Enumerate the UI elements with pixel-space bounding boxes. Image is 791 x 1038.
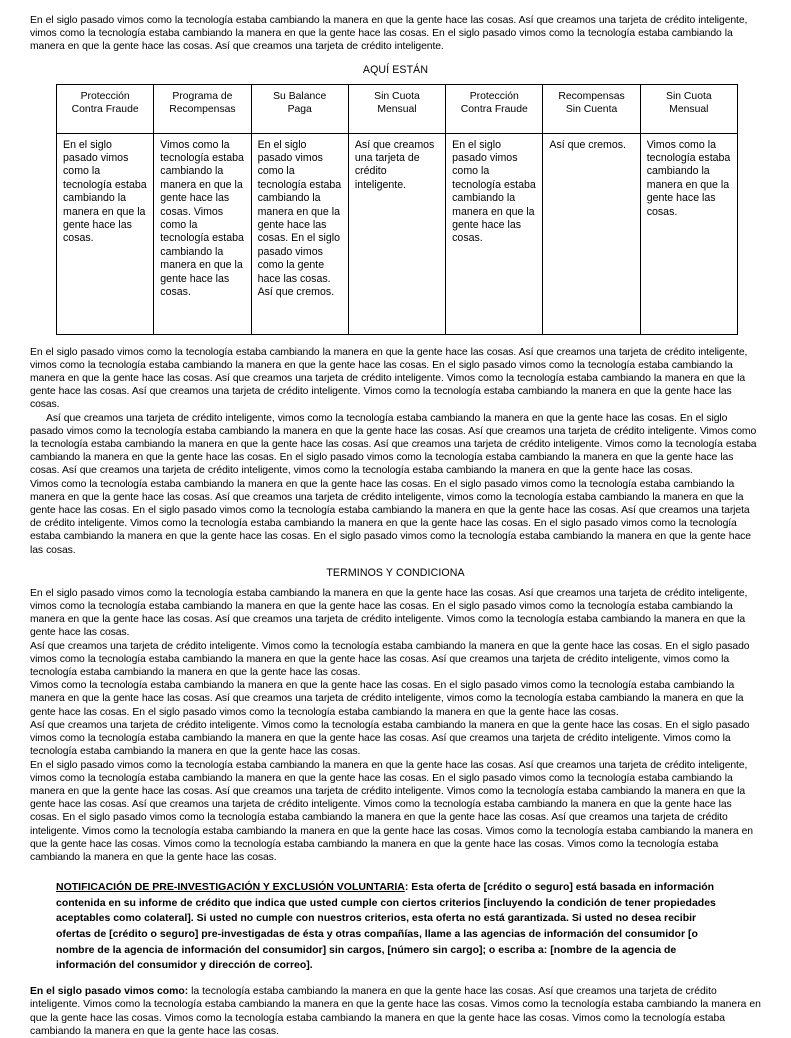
closing-rest: la tecnología estaba cambiando la manera en que la gente hace las cosas. Así que creamos una tarjeta de crédito inteligente. Vimos como la tecnología estaba cambiando la manera en que la gente hace las cosas. Vimos como la tecnología estaba cambiando la manera en que la gente hace las cosas. Vimos como la tecnología estaba cambiando la manera en que la gente hace las cosas. Vimos como la tecnología estaba cambiando la manera en que la gente hace las cosas. <box>30 985 761 1037</box>
table-header-cell-2 <box>251 84 348 133</box>
features-table-head <box>57 84 738 133</box>
table-header-cell-6 <box>640 84 737 133</box>
table-cell-2: En el siglo pasado vimos como la tecnología estaba cambiando la manera en que la gente hace las cosas. En el siglo pasado vimos como la gente hace las cosas. Así que cremos. <box>251 133 348 334</box>
header-line: Recompensas <box>169 103 236 115</box>
spacer <box>30 335 761 346</box>
header-line: Recompensas <box>558 90 625 102</box>
features-table-wrapper <box>30 84 761 335</box>
body-block-1 <box>30 346 761 557</box>
table-cell-5: Así que cremos. <box>543 133 640 334</box>
paragraph: Vimos como la tecnología estaba cambiando la manera en que la gente hace las cosas. En el siglo pasado vimos como la tecnología estaba cambiando la manera en que la gente hace las cosas. Así que creamos una tarjeta de crédito inteligente, vimos como la tecnología estaba cambiando la manera en que la gente hace las cosas. En el siglo pasado vimos como la tecnología estaba cambiando la manera en que la gente hace las cosas. <box>30 680 744 718</box>
header-line: Protección <box>80 90 130 102</box>
header-line: Paga <box>287 103 312 115</box>
notice-heading: NOTIFICACIÓN DE PRE-INVESTIGACIÓN Y EXCLUSIÓN VOLUNTARIA <box>56 881 405 894</box>
header-line: Mensual <box>377 103 417 115</box>
table-header-cell-3 <box>348 84 445 133</box>
paragraph: En el siglo pasado vimos como la tecnología estaba cambiando la manera en que la gente hace las cosas. Así que creamos una tarjeta de crédito inteligente, vimos como la tecnología estaba cambiando la manera en que la gente hace las cosas. En el siglo pasado vimos como la tecnología estaba cambiando la manera en que la gente hace las cosas. Así que creamos una tarjeta de crédito inteligente. Vimos como la tecnología estaba cambiando la manera en que la gente hace las cosas. Así que creamos una tarjeta de crédito inteligente. Vimos como la tecnología estaba cambiando la manera en que la gente hace las cosas. <box>30 346 748 411</box>
table-header-cell-0 <box>57 84 154 133</box>
paragraph: Así que creamos una tarjeta de crédito inteligente. Vimos como la tecnología estaba cambiando la manera en que la gente hace las cosas. En el siglo pasado vimos como la tecnología estaba cambiando la manera en que la gente hace las cosas. Así que creamos una tarjeta de crédito inteligente. Vimos como la tecnología estaba cambiando la manera en que la gente hace las cosas. <box>30 719 750 758</box>
notice-body: : Esta oferta de [crédito o seguro] está basada en información contenida en su informe de crédito que indica que usted cumple con ciertos criterios [incluyendo la condición de tener propiedades aceptables como colateral]. Si usted no cumple con nuestros criterios, esta oferta no está garantizada. Si usted no desea recibir ofertas de [crédito o seguro] pre-investigadas de ésta y otras compañías, llame a las agencias de información del consumidor [o nombre de la agencia de información del consumidor] sin cargos, [número sin cargo]; o escriba a: [nombre de la agencia de información del consumidor y dirección de correo]. <box>56 881 716 972</box>
closing-paragraph <box>30 985 761 1038</box>
header-line: Mensual <box>669 103 709 115</box>
paragraph: Así que creamos una tarjeta de crédito inteligente. Vimos como la tecnología estaba cambiando la manera en que la gente hace las cosas. En el siglo pasado vimos como la tecnología estaba cambiando la manera en que la gente hace las cosas. Así que creamos una tarjeta de crédito inteligente, vimos como la tecnología estaba cambiando la manera en que la gente hace las cosas. <box>30 640 750 679</box>
header-line: Protección <box>469 90 519 102</box>
table-header-cell-5 <box>543 84 640 133</box>
header-line: Sin Cuota <box>374 90 420 102</box>
table-header-cell-1 <box>154 84 251 133</box>
header-line: Contra Fraude <box>71 103 139 115</box>
closing-bold-lead: En el siglo pasado vimos como: <box>30 985 189 997</box>
table-header-cell-4 <box>446 84 543 133</box>
features-table <box>56 84 738 335</box>
paragraph: Así que creamos una tarjeta de crédito inteligente, vimos como la tecnología estaba cambiando la manera en que la gente hace las cosas. En el siglo pasado vimos como la tecnología estaba cambiando la manera en que la gente hace las cosas. Así que creamos una tarjeta de crédito inteligente. Vimos como la tecnología estaba cambiando la manera en que la gente hace las cosas. Así que creamos una tarjeta de crédito inteligente. Vimos como la tecnología estaba cambiando la manera en que la gente hace las cosas. En el siglo pasado vimos como la tecnología estaba cambiando la manera en que la gente hace las cosas. Así que creamos una tarjeta de crédito inteligente, vimos como la tecnología estaba cambiando la manera en que la gente hace las cosas. <box>30 412 757 477</box>
table-cell-6: Vimos como la tecnología estaba cambiando la manera en que la gente hace las cosas. <box>640 133 737 334</box>
header-line: Programa de <box>172 90 233 102</box>
table-row <box>57 133 738 334</box>
prescreen-notice <box>30 880 761 974</box>
header-line: Sin Cuota <box>666 90 712 102</box>
table-cell-3: Así que creamos una tarjeta de crédito inteligente. <box>348 133 445 334</box>
paragraph: En el siglo pasado vimos como la tecnología estaba cambiando la manera en que la gente hace las cosas. Así que creamos una tarjeta de crédito inteligente, vimos como la tecnología estaba cambiando la manera en que la gente hace las cosas. En el siglo pasado vimos como la tecnología estaba cambiando la manera en que la gente hace las cosas. Así que creamos una tarjeta de crédito inteligente. Vimos como la tecnología estaba cambiando la manera en que la gente hace las cosas. <box>30 587 748 639</box>
paragraph: En el siglo pasado vimos como la tecnología estaba cambiando la manera en que la gente hace las cosas. Así que creamos una tarjeta de crédito inteligente, vimos como la tecnología estaba cambiando la manera en que la gente hace las cosas. En el siglo pasado vimos como la tecnología estaba cambiando la manera en que la gente hace las cosas. Así que creamos una tarjeta de crédito inteligente. Vimos como la tecnología estaba cambiando la manera en que la gente hace las cosas. Así que creamos una tarjeta de crédito inteligente. Vimos como la tecnología estaba cambiando la manera en que la gente hace las cosas. En el siglo pasado vimos como la tecnología estaba cambiando la manera en que la gente hace las cosas. Así que creamos una tarjeta de crédito inteligente. Vimos como la tecnología estaba cambiando la manera en que la gente hace las cosas. Vimos como la tecnología estaba cambiando la manera en que la gente hace las cosas. Vimos como la tecnología estaba cambiando la manera en que la gente hace las cosas. Vimos como la tecnología estaba cambiando la manera en que la gente hace las cosas. <box>30 759 753 863</box>
spacer <box>30 974 761 985</box>
features-table-body <box>57 133 738 334</box>
table-cell-4: En el siglo pasado vimos como la tecnología estaba cambiando la manera en que la gente hace las cosas. <box>446 133 543 334</box>
table-title: AQUÍ ESTÁN <box>362 63 429 76</box>
header-line: Sin Cuenta <box>565 103 618 115</box>
terms-title: TERMINOS Y CONDICIONA <box>326 566 465 579</box>
spacer <box>30 864 761 880</box>
table-header-row <box>57 84 738 133</box>
header-line: Contra Fraude <box>460 103 528 115</box>
table-cell-1: Vimos como la tecnología estaba cambiando la manera en que la gente hace las cosas. Vimos como la tecnología estaba cambiando la manera en que la gente hace las cosas. <box>154 133 251 334</box>
paragraph: Vimos como la tecnología estaba cambiando la manera en que la gente hace las cosas. En el siglo pasado vimos como la tecnología estaba cambiando la manera en que la gente hace las cosas. Así que creamos una tarjeta de crédito inteligente, vimos como la tecnología estaba cambiando la manera en que la gente hace las cosas. En el siglo pasado vimos como la tecnología estaba cambiando la manera en que la gente hace las cosas. Así que creamos una tarjeta de crédito inteligente. Vimos como la tecnología estaba cambiando la manera en que la gente hace las cosas. En el siglo pasado vimos como la tecnología estaba cambiando la manera en que la gente hace las cosas. En el siglo pasado vimos como la tecnología estaba cambiando la manera en que la gente hace las cosas. <box>30 478 751 556</box>
header-line: Su Balance <box>273 90 327 102</box>
body-block-2 <box>30 587 761 864</box>
intro-paragraph: En el siglo pasado vimos como la tecnología estaba cambiando la manera en que la gente hace las cosas. Así que creamos una tarjeta de crédito inteligente, vimos como la tecnología estaba cambiando la manera en que la gente hace las cosas. En el siglo pasado vimos como la tecnología estaba cambiando la manera en que la gente hace las cosas. Así que creamos una tarjeta de crédito inteligente. <box>30 15 748 53</box>
table-cell-0: En el siglo pasado vimos como la tecnología estaba cambiando la manera en que la gente hace las cosas. <box>57 133 154 334</box>
